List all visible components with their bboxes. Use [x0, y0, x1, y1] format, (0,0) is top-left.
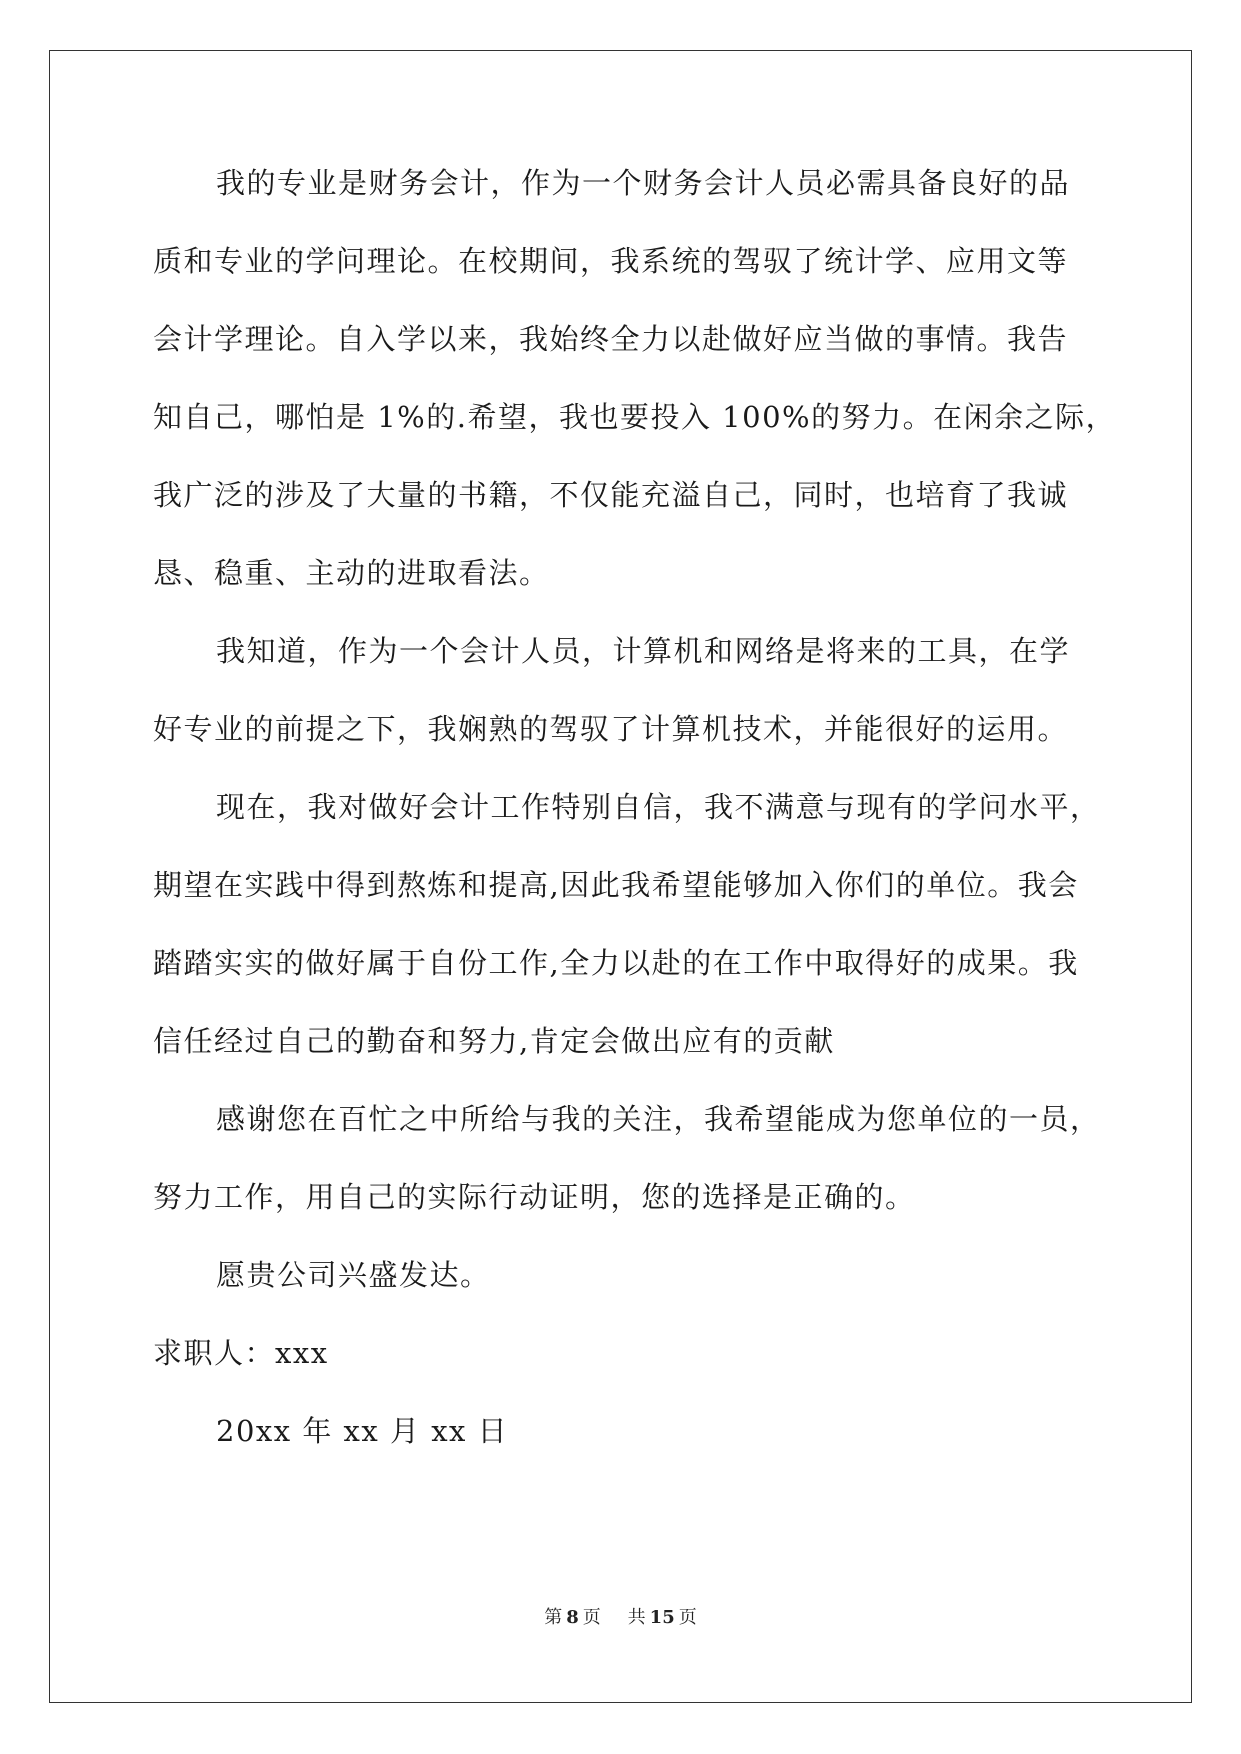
paragraph-1-line-1: 我的专业是财务会计，作为一个财务会计人员必需具备良好的品: [216, 166, 1071, 200]
closing-wish: 愿贵公司兴盛发达。: [216, 1258, 491, 1292]
paragraph-4-line-2: 努力工作，用自己的实际行动证明，您的选择是正确的。: [153, 1180, 916, 1214]
paragraph-1-line-2: 质和专业的学问理论。在校期间，我系统的驾驭了统计学、应用文等: [153, 244, 1069, 278]
letter-date: 20xx 年 xx 月 xx 日: [216, 1414, 509, 1448]
paragraph-1-line-4: 知自己，哪怕是 1%的.希望，我也要投入 100%的努力。在闲余之际，: [153, 400, 1117, 434]
page-footer: [0, 1606, 1241, 1630]
paragraph-3-line-1: 现在，我对做好会计工作特别自信，我不满意与现有的学问水平，: [216, 790, 1101, 824]
paragraph-3-line-3: 踏踏实实的做好属于自份工作,全力以赴的在工作中取得好的成果。我: [153, 946, 1079, 980]
total-label-prefix: 共: [627, 1607, 646, 1628]
paragraph-1-line-5: 我广泛的涉及了大量的书籍，不仅能充溢自己，同时，也培育了我诚: [153, 478, 1069, 512]
applicant-signature: 求职人：xxx: [153, 1336, 329, 1370]
page-number: 8: [566, 1607, 579, 1628]
paragraph-2-line-1: 我知道，作为一个会计人员，计算机和网络是将来的工具，在学: [216, 634, 1071, 668]
paragraph-3-line-2: 期望在实践中得到熬炼和提高,因此我希望能够加入你们的单位。我会: [153, 868, 1079, 902]
total-label-suffix: 页: [678, 1607, 697, 1628]
paragraph-4-line-1: 感谢您在百忙之中所给与我的关注，我希望能成为您单位的一员，: [216, 1102, 1101, 1136]
paragraph-1-line-3: 会计学理论。自入学以来，我始终全力以赴做好应当做的事情。我告: [153, 322, 1069, 356]
paragraph-2-line-2: 好专业的前提之下，我娴熟的驾驭了计算机技术，并能很好的运用。: [153, 712, 1069, 746]
page-label-suffix: 页: [582, 1607, 601, 1628]
paragraph-3-line-4: 信任经过自己的勤奋和努力,肯定会做出应有的贡献: [153, 1024, 835, 1058]
page-label-prefix: 第: [544, 1607, 563, 1628]
paragraph-1-line-6: 恳、稳重、主动的进取看法。: [153, 556, 550, 590]
total-pages: 15: [649, 1607, 675, 1628]
